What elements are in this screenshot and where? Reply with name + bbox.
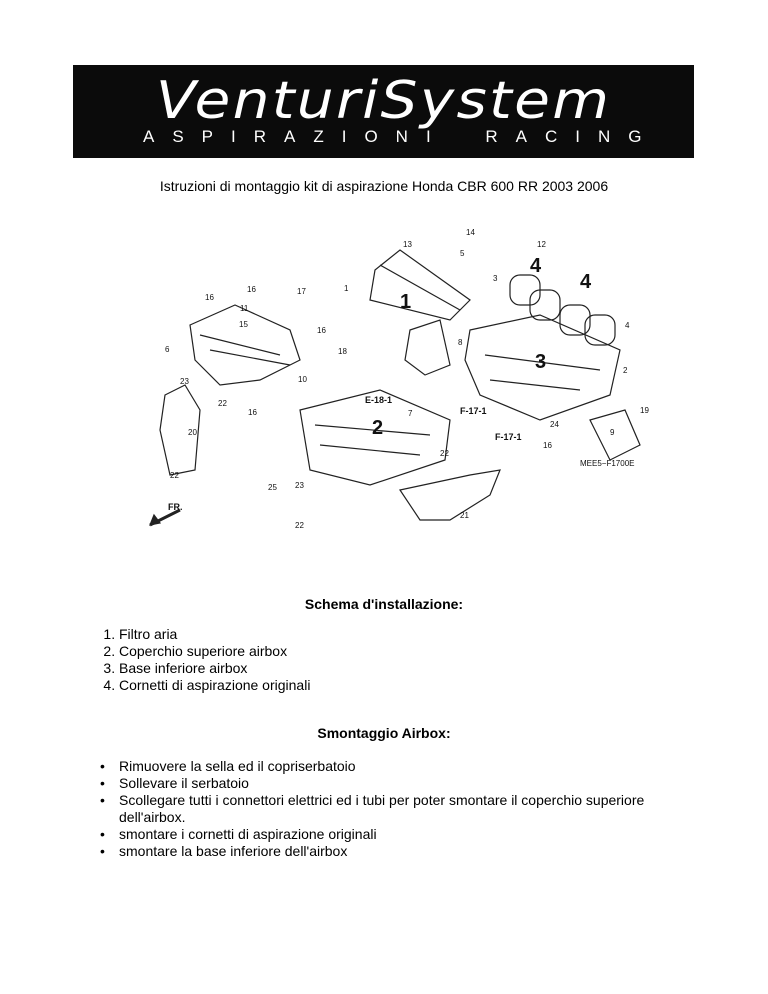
part-num: 9 [610, 428, 615, 437]
exploded-diagram [140, 220, 660, 540]
part-guard [400, 470, 500, 520]
part-num: 20 [188, 428, 197, 437]
list-item: 2. Coperchio superiore airbox [119, 643, 310, 660]
part-num: 16 [247, 285, 256, 294]
ref-e18: E-18-1 [365, 395, 393, 405]
part-num: 15 [239, 320, 248, 329]
list-item: • Scollegare tutti i connettori elettrici ed i tubi per poter smontare il coperchio superiore dell'airbox. [119, 792, 679, 826]
part-num: 4 [625, 321, 630, 330]
part-num: 25 [268, 483, 277, 492]
ref-f17a: F-17-1 [460, 406, 487, 416]
part-num: 3 [493, 274, 498, 283]
list-item: 3. Base inferiore airbox [119, 660, 310, 677]
part-filter [590, 410, 640, 460]
part-num: 16 [543, 441, 552, 450]
callout-1: 1 [400, 291, 412, 313]
part-num: 12 [537, 240, 546, 249]
fr-label: FR. [168, 502, 183, 512]
list-item: 4. Cornetti di aspirazione originali [119, 677, 310, 694]
list-item: • smontare la base inferiore dell'airbox [119, 843, 679, 860]
part-num: 16 [248, 408, 257, 417]
brand-tagline: ASPIRAZIONI RACING [143, 127, 660, 146]
diagram-code: MEE5−F1700E [580, 459, 635, 468]
parts-list [100, 626, 310, 694]
part-num: 13 [403, 240, 412, 249]
funnel-2 [530, 290, 560, 320]
part-num: 1 [344, 284, 349, 293]
brand-banner [73, 65, 694, 158]
part-num: 11 [240, 304, 249, 313]
part-num: 16 [317, 326, 326, 335]
callout-2: 2 [372, 417, 384, 439]
part-num: 22 [440, 449, 449, 458]
part-num: 19 [640, 406, 649, 415]
part-intake [405, 320, 450, 375]
list-item: 1. Filtro aria [119, 626, 310, 643]
callout-4b: 4 [580, 271, 592, 293]
brand-logo: VenturiSystem [155, 71, 612, 131]
list-item: • Sollevare il serbatoio [119, 775, 679, 792]
part-upper-box [370, 250, 470, 320]
part-left-cover [190, 305, 300, 385]
cover-ribs [200, 335, 290, 365]
funnel-1 [510, 275, 540, 305]
part-num: 7 [408, 409, 413, 418]
part-num: 23 [180, 377, 189, 386]
removal-steps [100, 758, 679, 860]
part-num: 8 [458, 338, 463, 347]
part-num: 10 [298, 375, 307, 384]
part-num: 22 [170, 471, 179, 480]
part-num: 22 [295, 521, 304, 530]
section-installation-heading: Schema d'installazione: [304, 596, 464, 612]
part-num: 17 [297, 287, 306, 296]
part-num: 16 [205, 293, 214, 302]
part-num: 21 [460, 511, 469, 520]
part-num: 2 [623, 366, 628, 375]
list-item: • Rimuovere la sella ed il copriserbatoio [119, 758, 679, 775]
part-num: 14 [466, 228, 475, 237]
part-num: 24 [550, 420, 559, 429]
document-title: Istruzioni di montaggio kit di aspirazione Honda CBR 600 RR 2003 2006 [159, 178, 609, 194]
part-num: 6 [165, 345, 170, 354]
part-num: 22 [218, 399, 227, 408]
callout-3: 3 [535, 351, 547, 373]
part-num: 23 [295, 481, 304, 490]
list-item: • smontare i cornetti di aspirazione originali [119, 826, 679, 843]
part-num: 18 [338, 347, 347, 356]
upper-box-edge [380, 265, 460, 310]
part-num: 5 [460, 249, 465, 258]
callout-4a: 4 [530, 255, 542, 277]
section-removal-heading: Smontaggio Airbox: [317, 725, 451, 741]
ref-f17b: F-17-1 [495, 432, 522, 442]
